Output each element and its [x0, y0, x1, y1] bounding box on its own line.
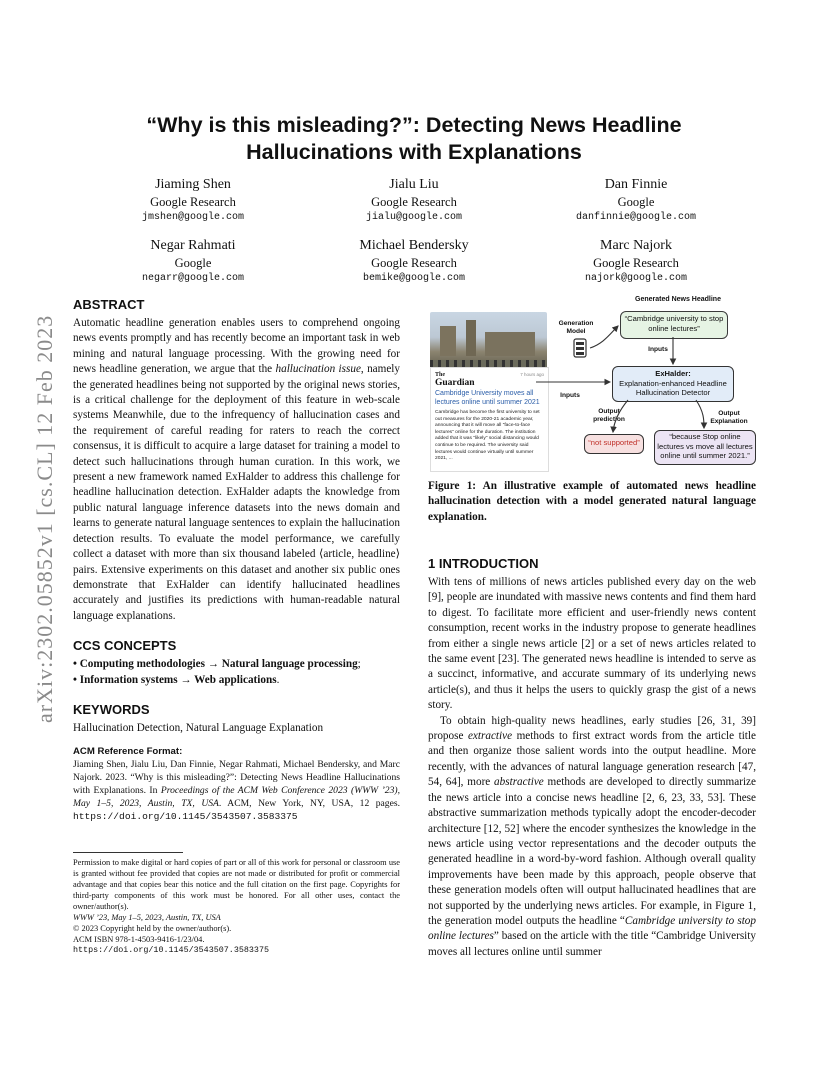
generation-model-label: Generation Model [558, 320, 594, 335]
intro-text-part: ” based on the article with the title “Cambridge University moves all lectures online until summer [428, 930, 756, 958]
author-email[interactable]: bemike@google.com [362, 273, 466, 284]
arrow-to-prediction [613, 400, 628, 432]
permission-doi-link[interactable]: https://doi.org/10.1145/3543507.3583375 [73, 945, 270, 955]
figure-1 [428, 294, 758, 470]
exhalder-subtitle: Explanation-enhanced Headline Hallucination Detector [619, 378, 727, 397]
arrow-to-explanation [696, 400, 704, 428]
intro-text-part: methods to first extract words from the article title and then organize those salient words into the output headline. More recently, with the advances of natural language generation research [47, 54, 64], more [428, 730, 756, 789]
acm-ref-venue: Proceedings of the ACM Web Conference 2023 (WWW ’23), May 1–5, 2023, Austin, TX, USA [73, 784, 400, 809]
author-email[interactable]: negarr@google.com [141, 273, 245, 284]
ccs-concept[interactable]: • Computing methodologies → Natural language processing [73, 658, 358, 671]
article-body: Cambridge has become the first university to set out measures for the 2020-21 academic year, announcing that it will move all “face-to-face lectures” online for the duration. The institution added that it was “likely” social distancing would continue to be required. The university said lectures would continue virtually until summer 2021, ... [435, 410, 540, 462]
figure-1-caption: Figure 1: An illustrative example of automated news headline hallucination detection with a model generated natural language explanation. [428, 480, 756, 523]
ccs-concepts [73, 657, 400, 688]
author-affiliation: Google Research [371, 195, 457, 209]
permission-text: Permission to make digital or hard copies of part or all of this work for personal or classroom use is granted without fee provided that copies are not made or distributed for profit or commercial advantage and that copies bear this notice and the full citation on the first page. Copyrights for third-party components of this work must be honored. For all other uses, contact the owner/author(s). [73, 858, 400, 911]
guardian-logo-the: The [435, 372, 446, 378]
author-affiliation: Google Research [593, 256, 679, 270]
intro-text-part: To obtain high-quality news headlines, early studies [26, 31, 39] propose [428, 714, 756, 743]
author-name: Michael Bendersky [359, 238, 469, 253]
article-time: 7 hours ago [520, 372, 544, 377]
acm-ref-heading: ACM Reference Format: [73, 746, 183, 758]
author-email[interactable]: jmshen@google.com [141, 212, 245, 223]
permission-copyright: © 2023 Copyright held by the owner/author(s). [73, 924, 232, 933]
intro-paragraph-1: With tens of millions of news articles published every day on the web [9], people are inundated with massive news contents and find them hard to digest. To facilitate more efficient and user-friendly news content consumption, recent works in the industry propose to generate headlines from either a single news article [2] or a set of news articles related to the same event [23]. The generated news headline is intended to serve as a succinct, informative, and accurate summary of its underlying news article(s), and thus it helps the users to quickly grasp the gist of a news story. [428, 576, 756, 712]
acm-ref-part: . ACM, New York, NY, USA, 12 pages. [218, 797, 400, 809]
article-headline[interactable]: Cambridge University moves all lectures online until summer 2021 [435, 390, 540, 406]
author-block [531, 237, 741, 286]
keywords-text: Hallucination Detection, Natural Language Explanation [73, 721, 324, 734]
inputs-label-left: Inputs [560, 392, 580, 399]
explanation-box: “because Stop online lectures vs move all lectures online until summer 2021.” [654, 430, 756, 465]
author-email[interactable]: jialu@google.com [365, 212, 462, 223]
intro-text-part: methods are developed to directly summarize the news article into a concise news headline [2, 6, 23, 33, 53]. These abstractive summarization methods typically adopt the encoder-decoder architecture [12, 52] where the encoder synthesizes the knowledge in the news article using vector representations and the decoder outputs the generated headline in a word-by-word fashion. Although overall quality improvements have been made by this approach, people observe that these generation models often will output hallucinated headlines that are not supported by the underlying news articles. For example, in Figure 1, the generation model outputs the headline “ [428, 776, 756, 927]
left-column [73, 297, 400, 823]
author-affiliation: Google Research [371, 256, 457, 270]
keywords-heading: KEYWORDS [73, 701, 150, 717]
intro-emphasis: Cambridge university to stop online lectures [428, 914, 756, 943]
abstract-text-part: , namely the generated headlines being not supported by the original news stories, is a critical challenge for the deployment of this feature in web-scale systems Meanwhile, due to the infrequency of hallucination cases and the requirement of careful reading for raters to reach the correct consensus, it is difficult to acquire a large dataset for training a model to detect such hallucinations through human curation. In this work, we present a new framework named ExHalder to address this challenge for headline hallucination detection. ExHalder adapts the knowledge from public natural language inference datasets into the news domain and learns to generate natural language sentences to explain the hallucination detection results. To evaluate the model performance, we carefully collect a dataset with more than six thousand labeled ⟨article, headline⟩ pairs. Extensive experiments on this dataset and another six public ones demonstrate that ExHalder can identify hallucinated headlines accurately and justifies its predictions with human-readable natural language explanations. [73, 363, 401, 622]
paper-title: “Why is this misleading?”: Detecting News Headline Hallucinations with Explanations [146, 113, 682, 164]
generated-headline-box: “Cambridge university to stop online lectures” [620, 311, 728, 339]
permission-venue: WWW ’23, May 1–5, 2023, Austin, TX, USA [73, 913, 221, 922]
generated-headline-label: Generated News Headline [635, 296, 721, 303]
author-block [531, 176, 741, 225]
author-name: Dan Finnie [604, 177, 668, 192]
ccs-heading: CCS CONCEPTS [73, 638, 177, 654]
author-affiliation: Google [174, 256, 212, 270]
output-explanation-label: Output Explanation [710, 410, 748, 425]
abstract-heading: ABSTRACT [73, 297, 145, 312]
author-email[interactable]: danfinnie@google.com [575, 212, 697, 223]
ccs-concept[interactable]: • Information systems → Web applications [73, 673, 277, 686]
permission-block [73, 852, 400, 956]
author-affiliation: Google Research [150, 195, 236, 209]
author-name: Marc Najork [600, 238, 672, 253]
author-block [88, 176, 298, 225]
intro-emphasis: abstractive [494, 776, 544, 789]
author-block [88, 237, 298, 286]
author-affiliation: Google [617, 195, 655, 209]
arrow-model-to-headline [590, 326, 618, 348]
abstract-text-part: Automatic headline generation enables users to comprehend ongoing news events promptly and has recently become an important task in web mining and natural language processing. With the growing need for news headline generation, we argue that the [73, 317, 400, 376]
intro-paragraph-2 [428, 714, 756, 961]
author-email[interactable]: najork@google.com [584, 273, 688, 284]
acm-ref-doi-link[interactable]: https://doi.org/10.1145/3543507.3583375 [73, 810, 298, 822]
abstract-emphasis: hallucination issue [275, 363, 361, 376]
abstract-text [73, 316, 400, 624]
ccs-separator: ; [357, 658, 361, 671]
author-name: Jialu Liu [389, 177, 439, 192]
ccs-separator: . [276, 673, 280, 686]
author-name: Jiaming Shen [155, 177, 231, 192]
permission-isbn: ACM ISBN 978-1-4503-9416-1/23/04. [73, 935, 205, 944]
footnote-rule [73, 852, 183, 853]
intro-emphasis: extractive [467, 730, 513, 743]
figure-arrows [428, 294, 758, 470]
exhalder-title: ExHalder: [655, 369, 691, 378]
acm-ref-part: Jiaming Shen, Jialu Liu, Dan Finnie, Negar Rahmati, Michael Bendersky, and Marc Najork. 2023. “Why is this misleading?”: Detecting News Headline Hallucinations with Explanations. In [73, 759, 400, 796]
arxiv-identifier: arXiv:2302.05852v1 [cs.CL] 12 Feb 2023 [32, 314, 57, 723]
prediction-box: “not supported” [584, 434, 644, 454]
inputs-label-top: Inputs [648, 346, 668, 353]
author-block [309, 237, 519, 286]
output-prediction-label: Output prediction [593, 408, 625, 423]
acm-ref-text [73, 759, 400, 823]
right-column [428, 556, 756, 960]
intro-heading: 1 INTRODUCTION [428, 556, 539, 571]
author-block [309, 176, 519, 225]
author-name: Negar Rahmati [150, 238, 236, 253]
guardian-logo-name: Guardian [435, 378, 475, 388]
